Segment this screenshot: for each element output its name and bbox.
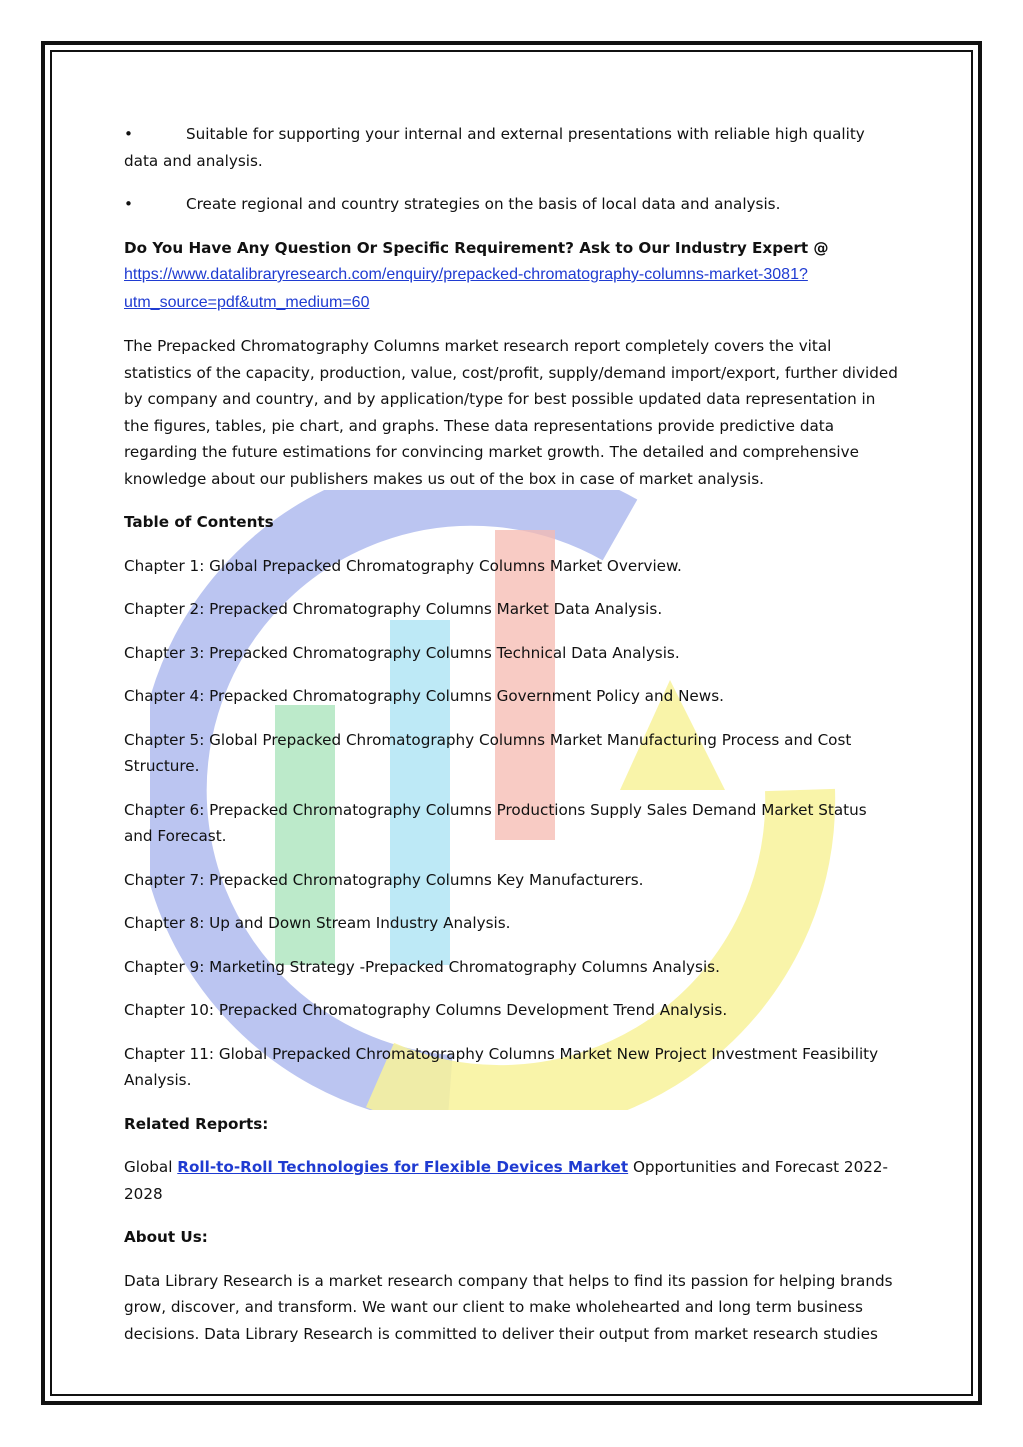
- bullet-text: Suitable for supporting your internal and external presentations with reliable high quality: [186, 125, 865, 143]
- intro-paragraph: The Prepacked Chromatography Columns market research report completely covers the vital statistics of the capacity, production, value, cost/profit, supply/demand import/export, further divided by company and country, and by application/type for best possible updated data representation in the figures, tables, pie chart, and graphs. These data representations provide predictive data regarding the future estimations for convincing market growth. The detailed and comprehensive knowledge about our publishers makes us out of the box in case of market analysis.: [124, 337, 898, 488]
- bullet-symbol: •: [124, 195, 133, 213]
- toc-chapter: Chapter 7: Prepacked Chromatography Columns Key Manufacturers.: [124, 870, 644, 889]
- toc-chapter: Chapter 1: Global Prepacked Chromatography Columns Market Overview.: [124, 556, 682, 575]
- bullet-text: Create regional and country strategies on the basis of local data and analysis.: [186, 195, 781, 213]
- about-heading: About Us:: [124, 1228, 208, 1246]
- related-prefix: Global: [124, 1158, 178, 1176]
- toc-heading: Table of Contents: [124, 513, 274, 531]
- toc-chapter: Chapter 5: Global Prepacked Chromatography Columns Market Manufacturing Process and Cost Structure.: [124, 730, 852, 775]
- document-body: [124, 121, 899, 1364]
- toc-chapter: Chapter 3: Prepacked Chromatography Columns Technical Data Analysis.: [124, 643, 680, 662]
- toc-chapter: Chapter 8: Up and Down Stream Industry Analysis.: [124, 914, 511, 932]
- bullet-item: [124, 191, 899, 218]
- enquiry-link[interactable]: https://www.datalibraryresearch.com/enquiry/prepacked-chromatography-columns-market-3081?utm_source=pdf&utm_medium=60: [124, 266, 808, 311]
- question-heading: Do You Have Any Question Or Specific Requirement? Ask to Our Industry Expert @: [124, 238, 829, 257]
- toc-chapter: Chapter 6: Prepacked Chromatography Columns Productions Supply Sales Demand Market Status and Forecast.: [124, 800, 867, 845]
- toc-chapter: Chapter 10: Prepacked Chromatography Columns Development Trend Analysis.: [124, 1001, 728, 1019]
- bullet-symbol: •: [124, 125, 133, 143]
- related-heading: Related Reports:: [124, 1114, 269, 1133]
- toc-chapter: Chapter 4: Prepacked Chromatography Columns Government Policy and News.: [124, 687, 724, 705]
- bullet-item: [124, 121, 899, 148]
- toc-chapter: Chapter 2: Prepacked Chromatography Columns Market Data Analysis.: [124, 600, 663, 618]
- about-paragraph: Data Library Research is a market research company that helps to find its passion for helping brands grow, discover, and transform. We want our client to make wholehearted and long term business decisions. Data Library Research is committed to deliver their output from market research studies: [124, 1271, 893, 1343]
- related-report-link[interactable]: Roll-to-Roll Technologies for Flexible Devices Market: [177, 1158, 629, 1176]
- related-report: [124, 1154, 899, 1207]
- related-suffix: Opportunities and Forecast 2022-2028: [124, 1158, 889, 1203]
- toc-chapter: Chapter 11: Global Prepacked Chromatography Columns Market New Project Investment Feasibility Analysis.: [124, 1044, 879, 1089]
- toc-chapter: Chapter 9: Marketing Strategy -Prepacked Chromatography Columns Analysis.: [124, 957, 720, 976]
- question-block: [124, 235, 899, 317]
- bullet-text-continuation: data and analysis.: [124, 151, 263, 170]
